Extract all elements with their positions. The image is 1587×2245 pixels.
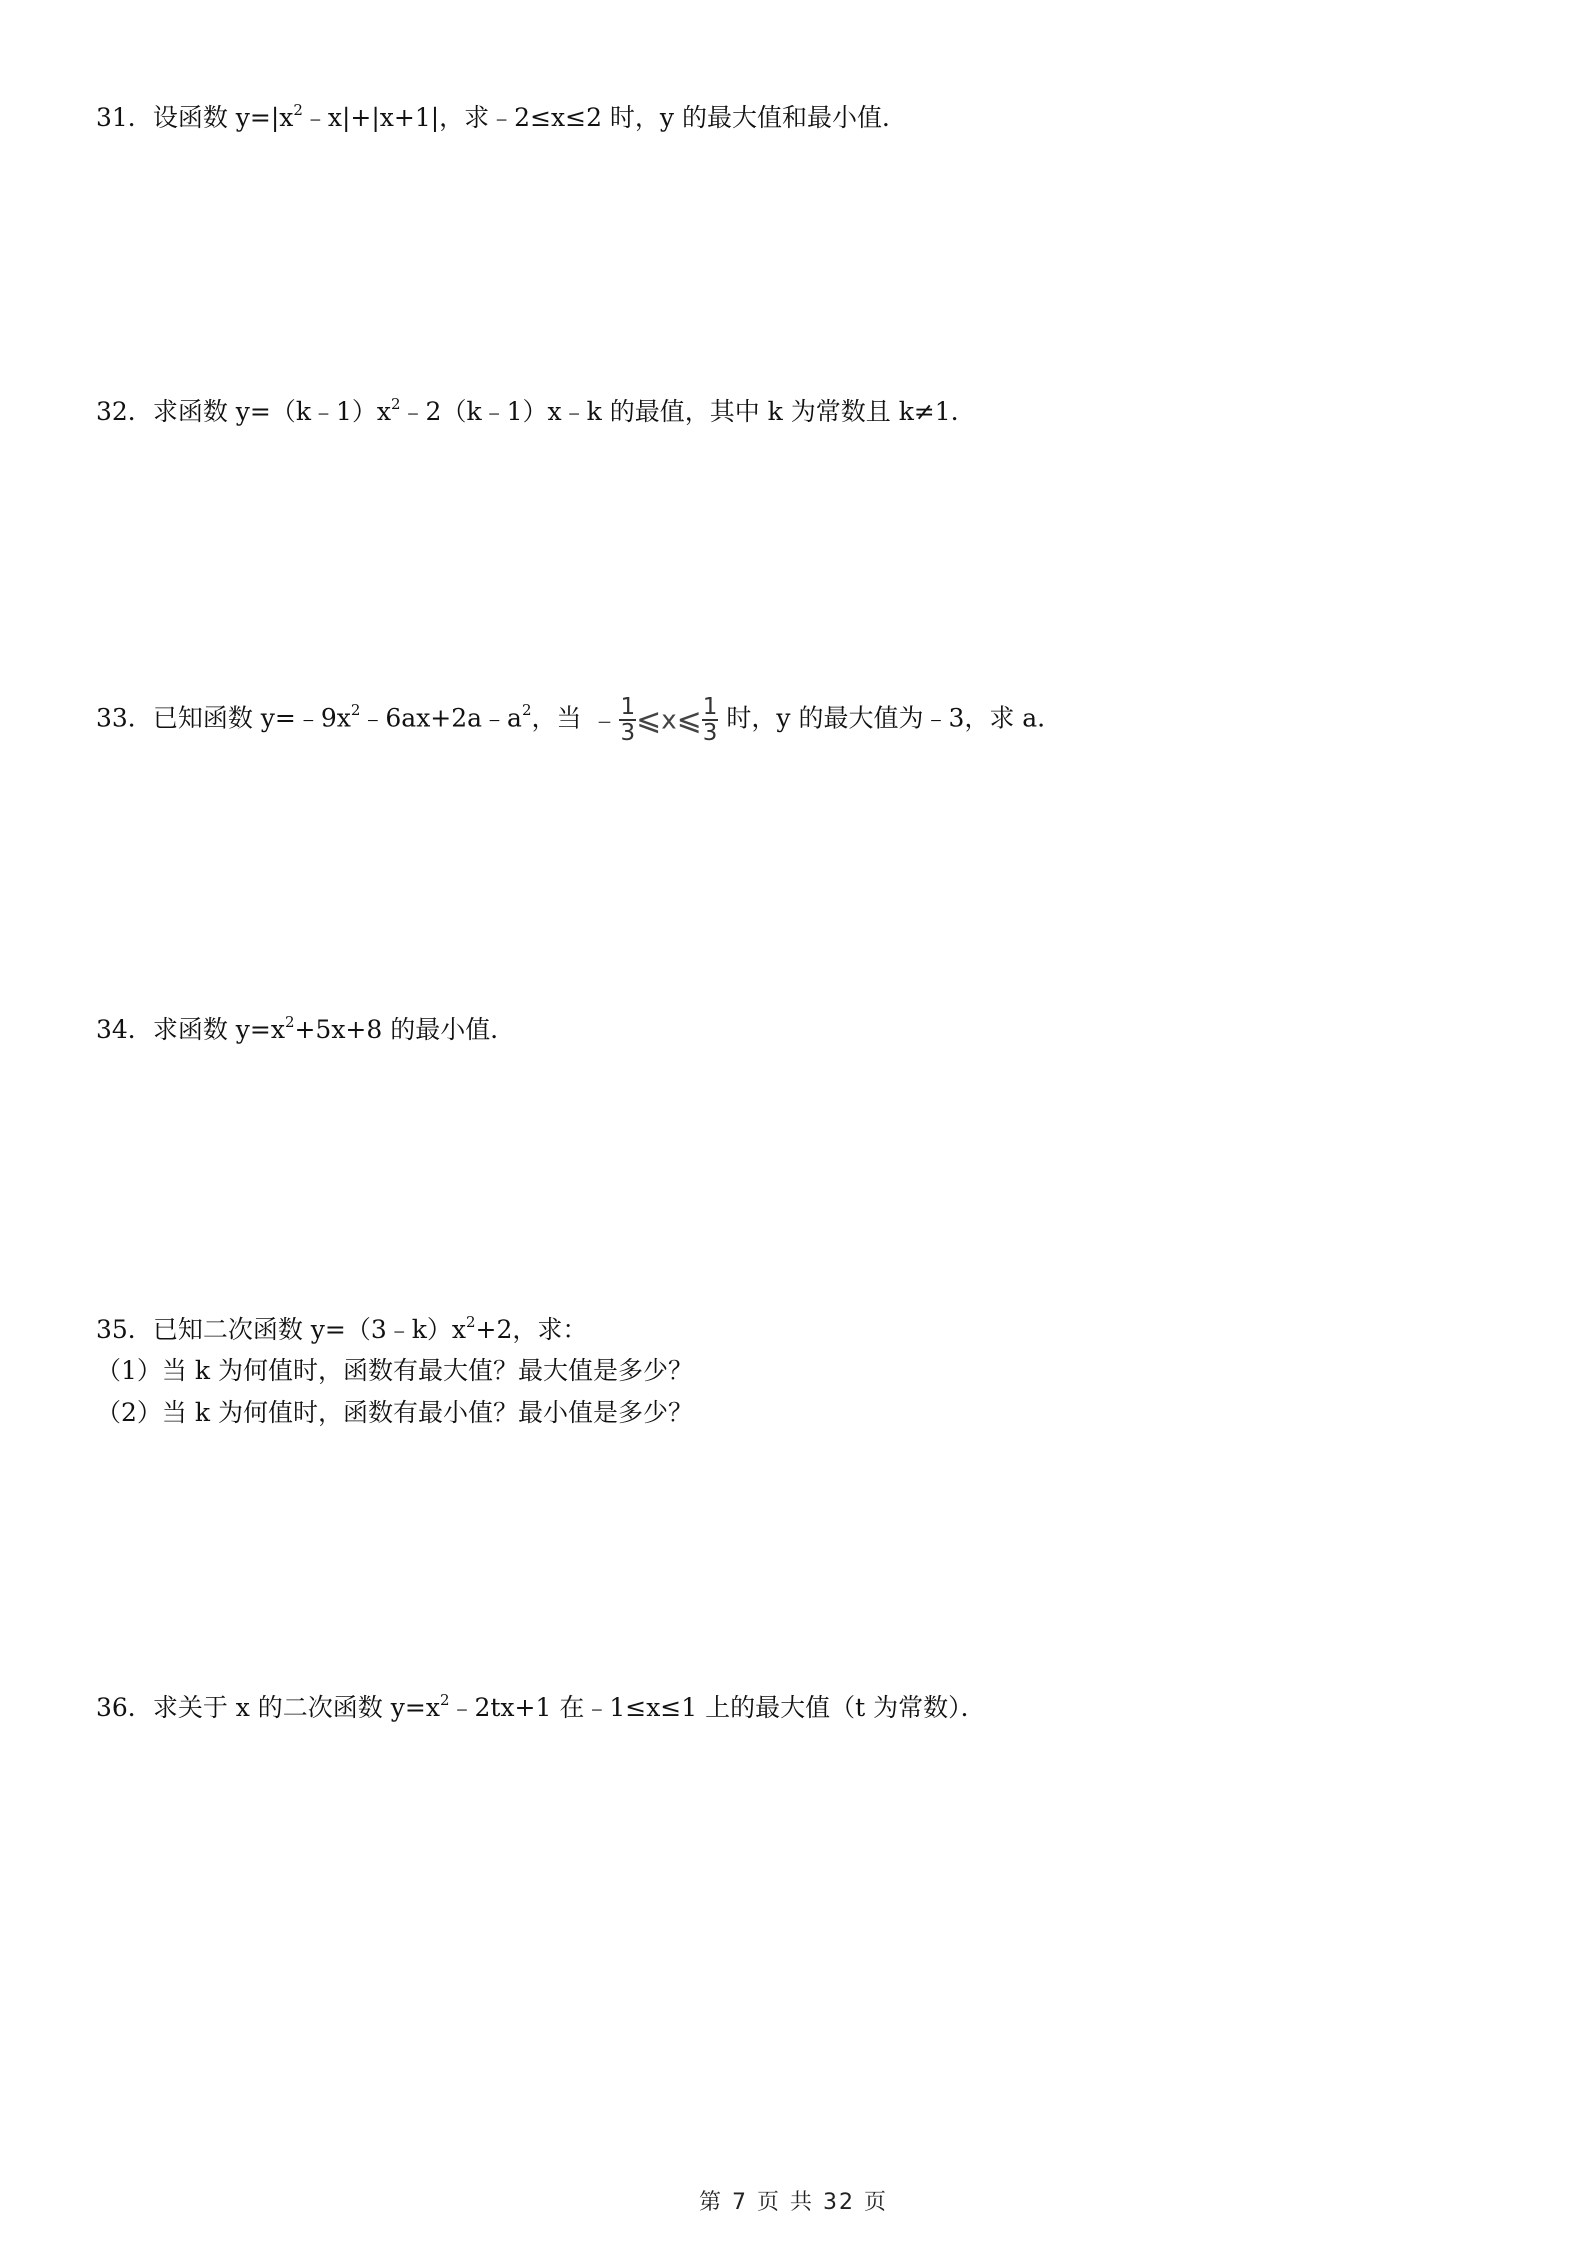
question-35-part-2: （2）当 k 为何值时，函数有最小值？最小值是多少？ (96, 1398, 693, 1427)
question-36 (96, 1688, 986, 1728)
exponent: 2 (521, 701, 532, 720)
leq-symbol: ⩽ (636, 702, 662, 737)
question-31 (96, 98, 907, 138)
question-text: ﹣6ax+2a﹣a (360, 703, 522, 733)
question-text: ﹣2tx+1 在﹣1≤x≤1 上的最大值（t 为常数）． (449, 1693, 986, 1722)
fraction: $\frac{1}{3}$ (702, 694, 718, 746)
question-33 (96, 695, 1062, 745)
variable-x: x (661, 705, 677, 735)
question-number: 35． (96, 1315, 153, 1344)
question-text: 已知二次函数 y=（3﹣k）x (152, 1315, 466, 1344)
question-text: +5x+8 的最小值． (294, 1015, 516, 1044)
exponent: 2 (350, 701, 361, 720)
question-number: 32． (96, 397, 153, 426)
exponent: 2 (439, 1690, 450, 1709)
question-text: 求函数 y=x (152, 1015, 285, 1044)
question-text: ﹣x|+|x+1|，求﹣2≤x≤2 时，y 的最大值和最小值． (302, 103, 907, 132)
question-number: 34． (96, 1015, 153, 1044)
question-text: +2，求： (475, 1315, 588, 1344)
leq-symbol: ⩽ (676, 702, 702, 737)
inequality-image (589, 694, 726, 746)
question-text: 时，y 的最大值为﹣3，求 a． (726, 703, 1063, 733)
question-text: ，当 (531, 703, 590, 733)
question-number: 31． (96, 103, 153, 132)
question-text: 求函数 y=（k﹣1）x (152, 397, 391, 426)
question-text: 求关于 x 的二次函数 y=x (152, 1693, 440, 1722)
exponent: 2 (284, 1012, 295, 1031)
page-footer: 第 7 页 共 32 页 (699, 2190, 888, 2215)
question-32 (96, 392, 976, 432)
question-number: 36． (96, 1693, 153, 1722)
minus-sign: ﹣ (589, 702, 620, 737)
fraction: $\frac{1}{3}$ (620, 694, 636, 746)
question-35-part-1: （1）当 k 为何值时，函数有最大值？最大值是多少？ (96, 1356, 693, 1385)
question-text: ﹣2（k﹣1）x﹣k 的最值，其中 k 为常数且 k≠1． (400, 397, 976, 426)
question-number: 33． (96, 703, 153, 733)
exponent: 2 (293, 100, 303, 119)
question-text: 设函数 y=|x (152, 103, 294, 132)
question-text: 已知函数 y=﹣9x (152, 703, 351, 733)
exponent: 2 (391, 394, 401, 413)
exponent: 2 (466, 1312, 476, 1331)
question-35 (96, 1310, 587, 1350)
question-34 (96, 1010, 515, 1050)
